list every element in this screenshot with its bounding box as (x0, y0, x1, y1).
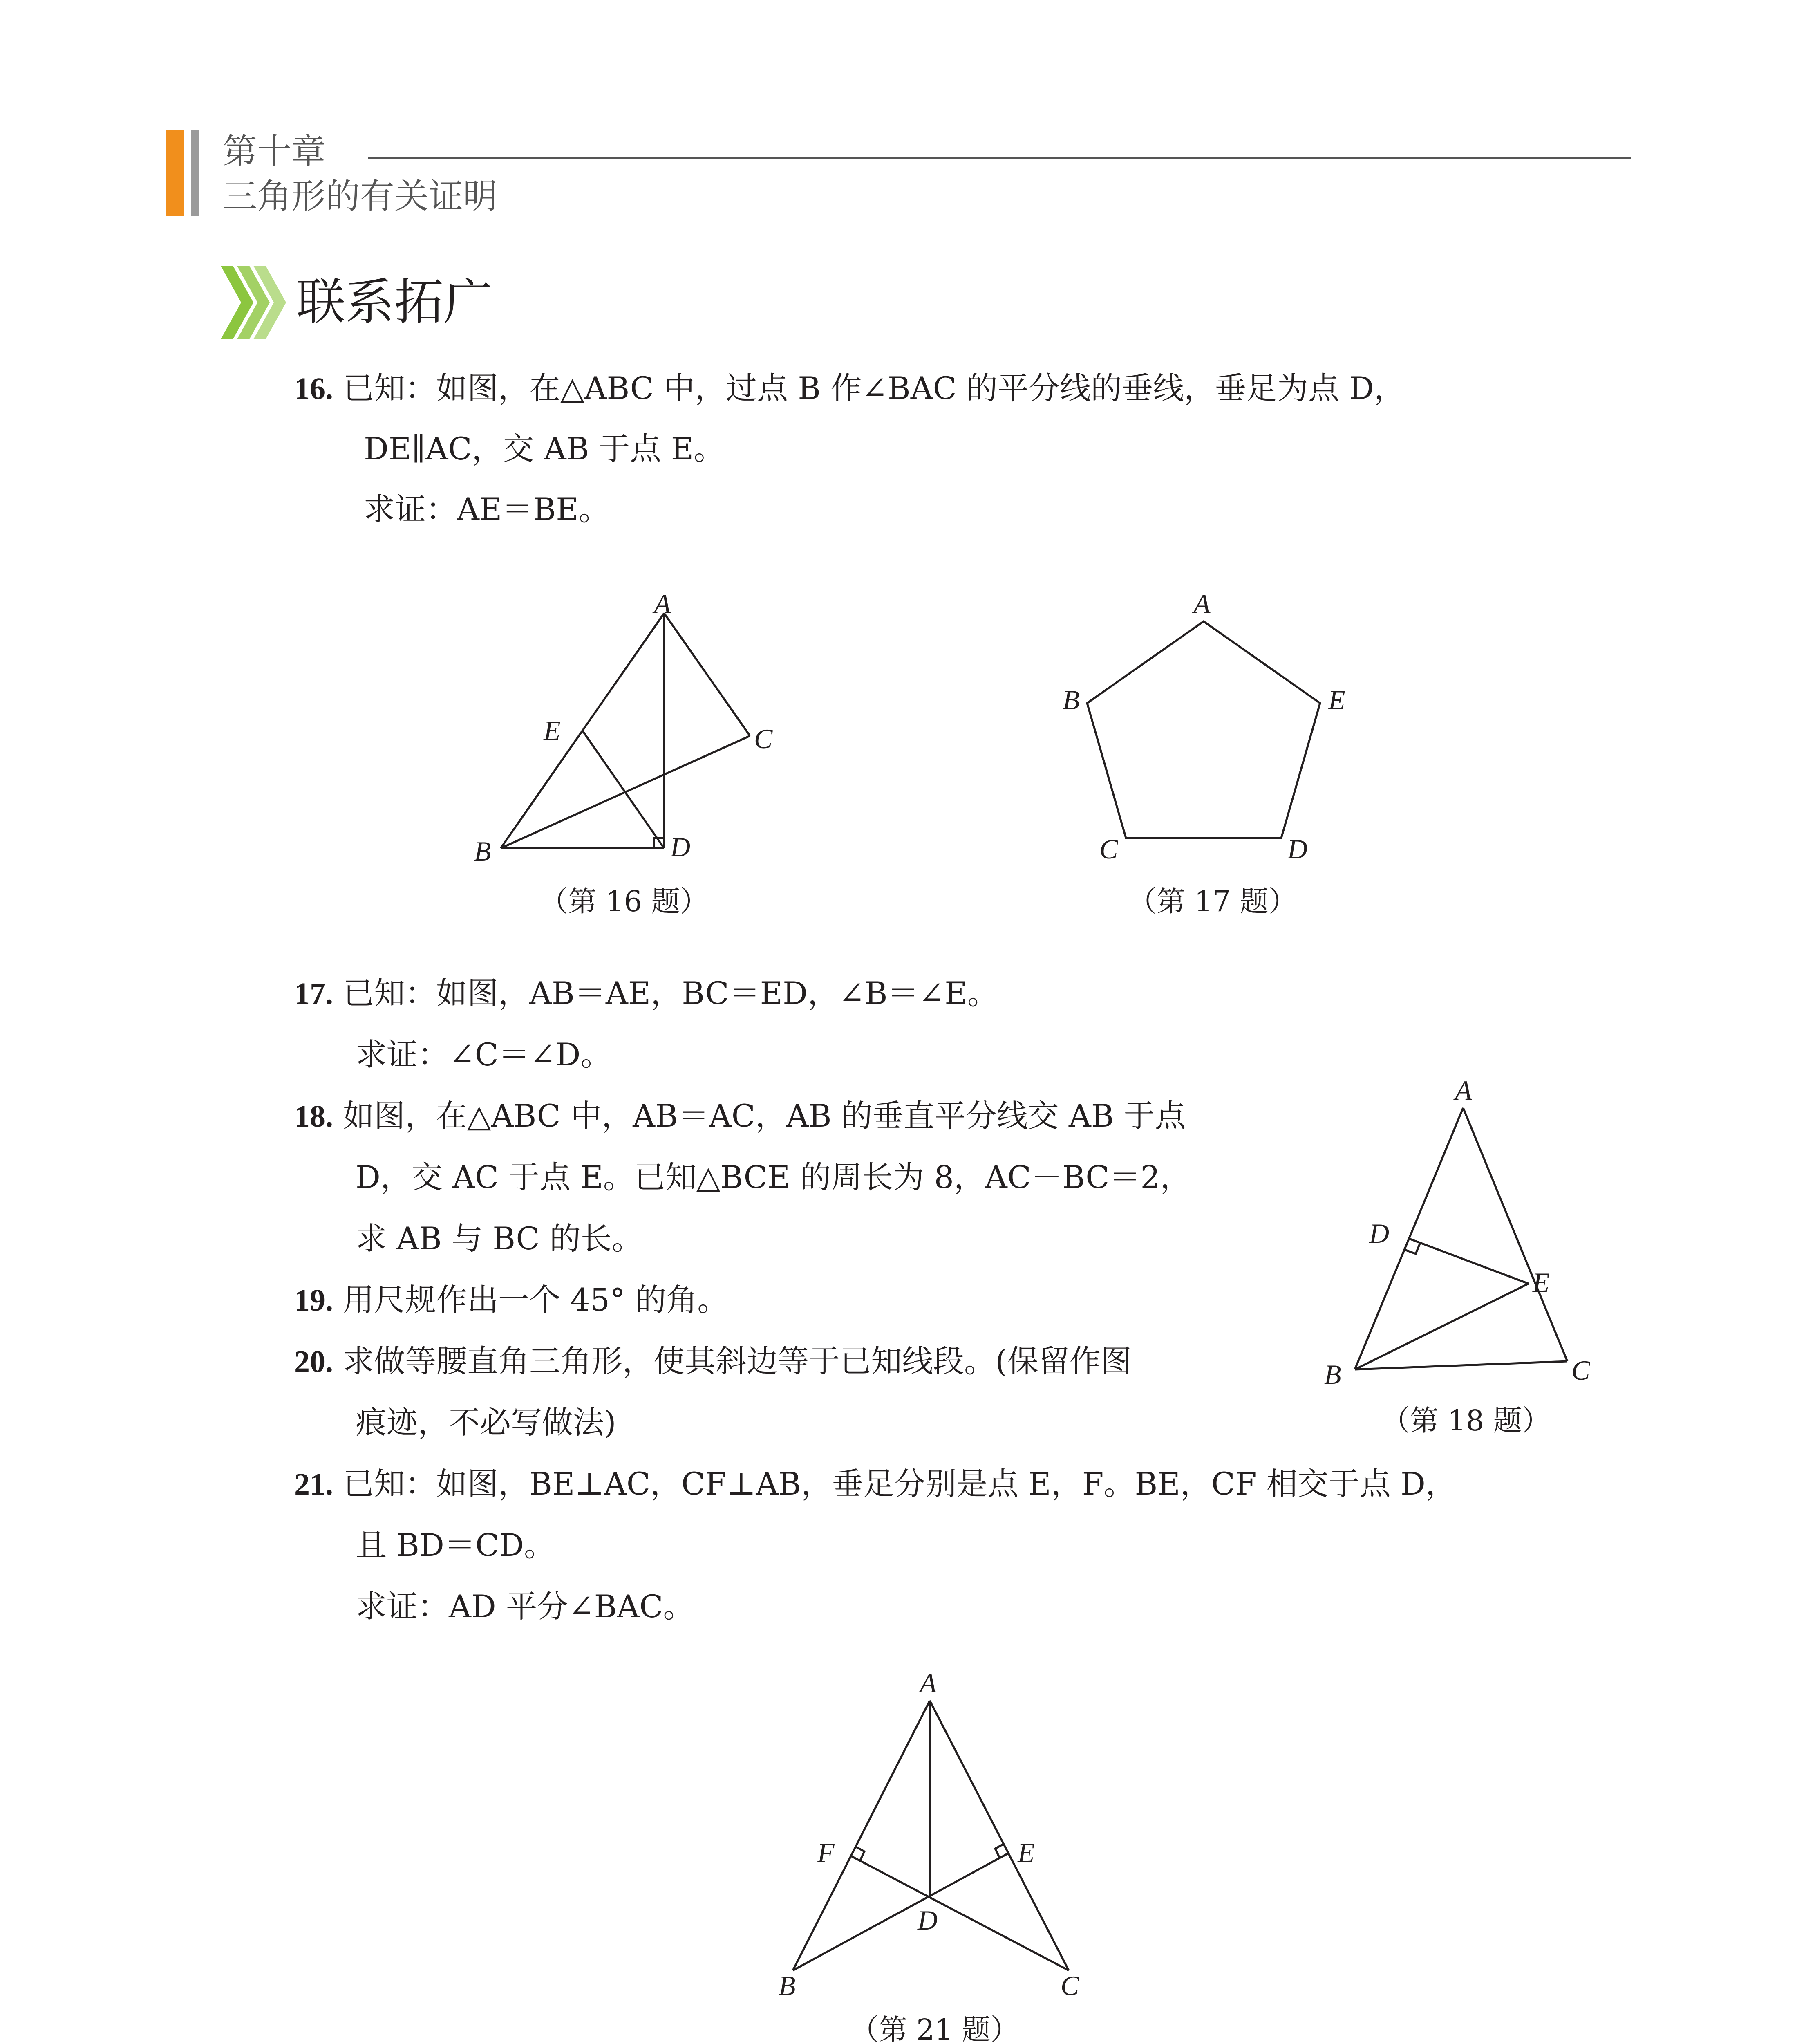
chapter-label: 第十章 (223, 131, 326, 171)
segment-ac (1463, 1108, 1567, 1361)
problem-17-line1 (294, 973, 998, 1014)
label-d: D (670, 831, 691, 863)
problem-number: 19. (294, 1283, 333, 1318)
label-c: C (754, 723, 773, 754)
label-b: B (1324, 1359, 1341, 1390)
problem-16-line3: 求证：AE＝BE。 (364, 491, 610, 527)
segment-ac (664, 613, 750, 736)
label-d: D (1369, 1218, 1390, 1249)
problem-number: 17. (294, 977, 333, 1011)
segment-de (582, 731, 664, 848)
problem-text: 已知：如图，BE⊥AC，CF⊥AB，垂足分别是点 E，F。BE，CF 相交于点 D， (343, 1466, 1457, 1502)
problem-number: 18. (294, 1099, 333, 1134)
segment-cf (851, 1856, 1069, 1970)
problem-19-line1 (294, 1280, 728, 1321)
label-a: A (654, 589, 671, 619)
problem-number: 21. (294, 1467, 333, 1502)
label-c: C (1061, 1970, 1079, 2001)
figure-16-caption: （第 16 题） (539, 885, 709, 918)
figure-16 (450, 589, 817, 883)
figure-21-caption: （第 21 题） (850, 2013, 1019, 2044)
segment-bc (1355, 1361, 1567, 1369)
label-c: C (1571, 1355, 1590, 1386)
pentagon (1087, 621, 1320, 838)
problem-number: 16. (294, 372, 333, 406)
problem-18-line1 (294, 1096, 1186, 1137)
chapter-title: 三角形的有关证明 (223, 176, 498, 216)
problem-text: 已知：如图，AB＝AE，BC＝ED，∠B＝∠E。 (343, 975, 998, 1011)
label-d: D (918, 1905, 938, 1936)
figure-17-caption: （第 17 题） (1128, 885, 1297, 918)
problem-number: 20. (294, 1345, 333, 1379)
label-e: E (1018, 1837, 1035, 1868)
header-bar-orange (166, 130, 184, 216)
header-rule (368, 157, 1631, 159)
label-f: F (817, 1837, 835, 1868)
segment-de (1409, 1239, 1529, 1284)
label-e: E (1328, 684, 1345, 715)
problem-20-line1 (294, 1341, 1132, 1382)
label-a: A (1455, 1075, 1472, 1106)
label-b: B (1063, 684, 1080, 715)
header-bar-gray (191, 130, 199, 216)
label-a: A (920, 1668, 937, 1699)
problem-18-line2: D，交 AC 于点 E。已知△BCE 的周长为 8，AC－BC＝2， (356, 1159, 1191, 1195)
label-b: B (779, 1970, 796, 2001)
label-d: D (1287, 834, 1308, 865)
problem-18-line3: 求 AB 与 BC 的长。 (356, 1220, 643, 1257)
label-b: B (474, 836, 491, 867)
segment-ab (793, 1701, 930, 1970)
label-c: C (1099, 834, 1118, 865)
label-e: E (1533, 1267, 1550, 1298)
problem-text: 已知：如图，在△ABC 中，过点 B 作∠BAC 的平分线的垂线，垂足为点 D， (343, 370, 1405, 406)
segment-be (1355, 1284, 1529, 1369)
problem-text: 用尺规作出一个 45° 的角。 (343, 1282, 729, 1318)
figure-18-caption: （第 18 题） (1381, 1404, 1551, 1437)
label-e: E (544, 715, 561, 746)
problem-text: 求做等腰直角三角形，使其斜边等于已知线段。(保留作图 (343, 1343, 1132, 1379)
problem-16-line2: DE∥AC，交 AB 于点 E。 (364, 430, 725, 467)
figure-21 (756, 1668, 1124, 2015)
problem-17-line2: 求证：∠C＝∠D。 (356, 1036, 612, 1073)
figure-17 (1046, 585, 1373, 879)
section-title: 联系拓广 (296, 274, 492, 331)
problem-20-line2: 痕迹，不必写做法) (356, 1404, 616, 1441)
problem-21-line3: 求证：AD 平分∠BAC。 (356, 1588, 694, 1625)
problem-text: 如图，在△ABC 中，AB＝AC，AB 的垂直平分线交 AB 于点 (343, 1098, 1186, 1134)
problem-21-line2: 且 BD＝CD。 (356, 1527, 555, 1563)
problem-21-line1 (294, 1464, 1457, 1505)
problem-16-line1 (294, 368, 1405, 409)
segment-ac (930, 1701, 1069, 1970)
figure-18 (1316, 1075, 1618, 1402)
label-a: A (1193, 588, 1211, 619)
chevron-arrows-icon (221, 266, 294, 339)
segment-be (793, 1853, 1009, 1970)
